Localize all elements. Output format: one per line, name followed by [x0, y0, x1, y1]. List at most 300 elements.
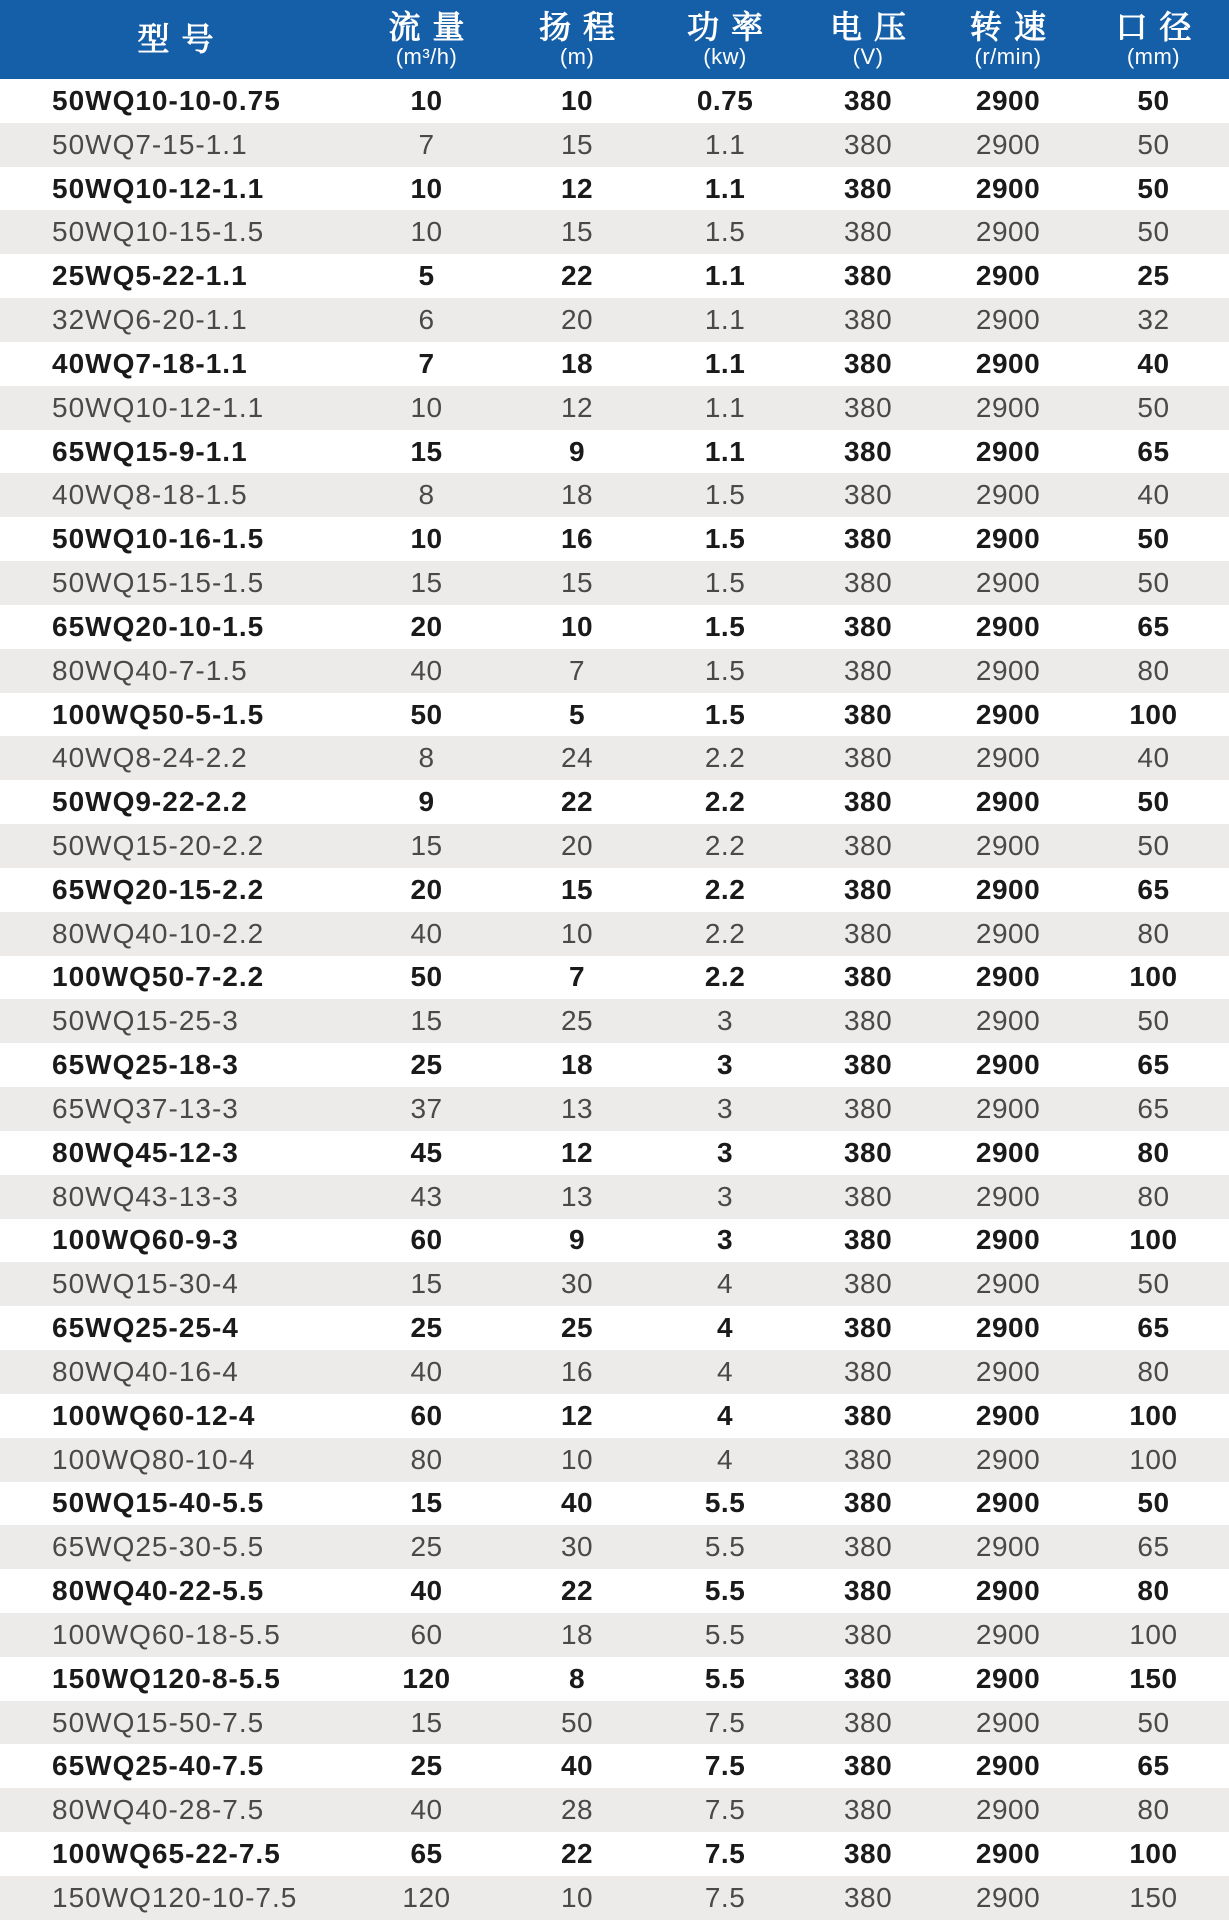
table-row — [0, 123, 1229, 167]
cell-diameter: 50 — [1137, 391, 1170, 423]
cell-head: 22 — [560, 1575, 594, 1607]
cell-flow: 60 — [410, 1399, 443, 1431]
cell-model: 50WQ15-50-7.5 — [52, 1706, 265, 1738]
cell-speed: 2900 — [975, 1268, 1041, 1300]
cell-voltage: 380 — [843, 1355, 893, 1387]
cell-power: 3 — [717, 1005, 734, 1037]
cell-voltage: 380 — [843, 1575, 893, 1607]
cell-power: 1.1 — [704, 172, 746, 204]
cell-diameter: 50 — [1137, 172, 1170, 204]
table-row — [0, 517, 1229, 561]
cell-flow: 8 — [418, 742, 435, 774]
cell-voltage: 380 — [843, 1268, 893, 1300]
table-header-row — [0, 0, 1229, 79]
cell-flow: 20 — [410, 873, 443, 905]
cell-speed: 2900 — [975, 1312, 1041, 1344]
cell-head: 13 — [560, 1092, 594, 1124]
cell-head: 8 — [569, 1662, 586, 1694]
cell-power: 2.2 — [704, 873, 746, 905]
cell-power: 3 — [717, 1224, 734, 1256]
table-row — [0, 956, 1229, 1000]
cell-power: 2.2 — [704, 961, 746, 993]
cell-flow: 9 — [418, 786, 435, 818]
cell-diameter: 40 — [1137, 742, 1170, 774]
cell-head: 18 — [560, 1049, 594, 1081]
cell-voltage: 380 — [843, 1662, 893, 1694]
table-row — [0, 1525, 1229, 1569]
cell-diameter: 80 — [1137, 1794, 1170, 1826]
cell-power: 5.5 — [704, 1575, 746, 1607]
table-body — [0, 79, 1229, 1920]
cell-diameter: 65 — [1137, 1049, 1170, 1081]
table-row — [0, 1043, 1229, 1087]
cell-voltage: 380 — [843, 1092, 893, 1124]
cell-power: 2.2 — [704, 917, 746, 949]
col-header-flow-label: 流量 — [388, 9, 477, 46]
cell-voltage: 380 — [843, 961, 893, 993]
cell-voltage: 380 — [843, 1136, 893, 1168]
cell-power: 7.5 — [704, 1881, 746, 1913]
table-row — [0, 1569, 1229, 1613]
cell-flow: 25 — [410, 1049, 443, 1081]
cell-speed: 2900 — [975, 1531, 1041, 1563]
cell-speed: 2900 — [975, 1092, 1041, 1124]
cell-model: 100WQ80-10-4 — [52, 1443, 256, 1475]
cell-diameter: 80 — [1137, 1575, 1170, 1607]
cell-head: 40 — [560, 1487, 594, 1519]
cell-voltage: 380 — [843, 1487, 893, 1519]
table-row — [0, 1657, 1229, 1701]
cell-diameter: 65 — [1137, 435, 1170, 467]
cell-voltage: 380 — [843, 1794, 893, 1826]
cell-power: 1.1 — [704, 304, 746, 336]
cell-flow: 120 — [402, 1881, 451, 1913]
cell-voltage: 380 — [843, 1618, 893, 1650]
cell-speed: 2900 — [975, 829, 1041, 861]
cell-diameter: 100 — [1129, 1443, 1178, 1475]
cell-diameter: 50 — [1137, 567, 1170, 599]
cell-voltage: 380 — [843, 1312, 893, 1344]
cell-diameter: 80 — [1137, 654, 1170, 686]
cell-diameter: 65 — [1137, 1312, 1170, 1344]
cell-power: 7.5 — [704, 1750, 746, 1782]
cell-speed: 2900 — [975, 1049, 1041, 1081]
cell-power: 1.5 — [704, 698, 746, 730]
cell-head: 20 — [560, 829, 594, 861]
cell-voltage: 380 — [843, 1838, 893, 1870]
cell-model: 50WQ9-22-2.2 — [52, 786, 248, 818]
col-header-diameter-label: 口径 — [1115, 9, 1204, 46]
cell-power: 1.1 — [704, 347, 746, 379]
cell-voltage: 380 — [843, 1443, 893, 1475]
col-header-head-label: 扬程 — [539, 9, 628, 46]
cell-diameter: 100 — [1129, 1618, 1178, 1650]
table-row — [0, 1788, 1229, 1832]
cell-voltage: 380 — [843, 128, 893, 160]
cell-power: 5.5 — [704, 1487, 746, 1519]
cell-speed: 2900 — [975, 260, 1041, 292]
table-row — [0, 561, 1229, 605]
cell-model: 80WQ40-28-7.5 — [52, 1794, 265, 1826]
table-row — [0, 1087, 1229, 1131]
cell-head: 15 — [560, 873, 594, 905]
table-row — [0, 1482, 1229, 1526]
cell-head: 9 — [569, 1224, 586, 1256]
cell-flow: 8 — [418, 479, 435, 511]
cell-speed: 2900 — [975, 1180, 1041, 1212]
cell-head: 7 — [569, 654, 586, 686]
cell-speed: 2900 — [975, 610, 1041, 642]
cell-voltage: 380 — [843, 260, 893, 292]
cell-diameter: 65 — [1137, 610, 1170, 642]
cell-model: 50WQ10-12-1.1 — [52, 172, 265, 204]
cell-speed: 2900 — [975, 917, 1041, 949]
cell-model: 65WQ20-10-1.5 — [52, 610, 265, 642]
cell-power: 4 — [717, 1399, 734, 1431]
cell-model: 32WQ6-20-1.1 — [52, 304, 248, 336]
table-row — [0, 430, 1229, 474]
cell-voltage: 380 — [843, 742, 893, 774]
cell-flow: 10 — [410, 172, 443, 204]
cell-speed: 2900 — [975, 479, 1041, 511]
cell-flow: 6 — [418, 304, 435, 336]
cell-voltage: 380 — [843, 172, 893, 204]
cell-head: 22 — [560, 1838, 594, 1870]
cell-diameter: 50 — [1137, 84, 1170, 116]
cell-head: 12 — [560, 172, 594, 204]
col-header-voltage — [798, 0, 938, 79]
cell-flow: 40 — [410, 1355, 443, 1387]
cell-head: 12 — [560, 391, 594, 423]
cell-flow: 80 — [410, 1443, 443, 1475]
cell-power: 1.5 — [704, 523, 746, 555]
col-header-power — [652, 0, 798, 79]
cell-head: 15 — [560, 567, 594, 599]
cell-head: 10 — [560, 917, 594, 949]
table-row — [0, 79, 1229, 123]
cell-speed: 2900 — [975, 1487, 1041, 1519]
cell-flow: 10 — [410, 391, 443, 423]
cell-model: 65WQ25-30-5.5 — [52, 1531, 265, 1563]
cell-diameter: 50 — [1137, 216, 1170, 248]
cell-speed: 2900 — [975, 347, 1041, 379]
cell-speed: 2900 — [975, 742, 1041, 774]
cell-diameter: 80 — [1137, 917, 1170, 949]
cell-power: 1.1 — [704, 128, 746, 160]
cell-model: 65WQ37-13-3 — [52, 1092, 239, 1124]
cell-head: 10 — [560, 1443, 594, 1475]
cell-model: 65WQ25-25-4 — [52, 1312, 239, 1344]
table-row — [0, 999, 1229, 1043]
cell-power: 5.5 — [704, 1662, 746, 1694]
cell-flow: 5 — [418, 260, 435, 292]
cell-flow: 40 — [410, 1794, 443, 1826]
cell-speed: 2900 — [975, 1005, 1041, 1037]
col-header-head — [502, 0, 652, 79]
table-row — [0, 1219, 1229, 1263]
cell-power: 5.5 — [704, 1618, 746, 1650]
cell-flow: 15 — [410, 1268, 443, 1300]
table-row — [0, 649, 1229, 693]
cell-diameter: 100 — [1129, 1838, 1178, 1870]
cell-voltage: 380 — [843, 1005, 893, 1037]
cell-diameter: 50 — [1137, 1706, 1170, 1738]
cell-voltage: 380 — [843, 435, 893, 467]
table-row — [0, 1394, 1229, 1438]
cell-diameter: 100 — [1129, 1399, 1178, 1431]
col-header-speed-label: 转速 — [970, 9, 1059, 46]
cell-model: 50WQ15-15-1.5 — [52, 567, 265, 599]
table-row — [0, 780, 1229, 824]
cell-voltage: 380 — [843, 1531, 893, 1563]
cell-voltage: 380 — [843, 1224, 893, 1256]
cell-speed: 2900 — [975, 84, 1041, 116]
cell-flow: 40 — [410, 654, 443, 686]
cell-flow: 65 — [410, 1838, 443, 1870]
cell-diameter: 50 — [1137, 786, 1170, 818]
cell-head: 10 — [560, 84, 594, 116]
cell-speed: 2900 — [975, 1794, 1041, 1826]
cell-diameter: 80 — [1137, 1355, 1170, 1387]
col-header-speed — [938, 0, 1078, 79]
col-header-flow — [351, 0, 502, 79]
cell-power: 1.1 — [704, 435, 746, 467]
table-row — [0, 1350, 1229, 1394]
cell-voltage: 380 — [843, 304, 893, 336]
cell-model: 50WQ10-16-1.5 — [52, 523, 265, 555]
cell-voltage: 380 — [843, 567, 893, 599]
col-header-power-unit: (kw) — [703, 43, 747, 69]
cell-flow: 40 — [410, 1575, 443, 1607]
cell-speed: 2900 — [975, 873, 1041, 905]
cell-model: 100WQ50-5-1.5 — [52, 698, 265, 730]
cell-diameter: 65 — [1137, 873, 1170, 905]
cell-flow: 7 — [418, 128, 435, 160]
table-row — [0, 824, 1229, 868]
cell-diameter: 100 — [1129, 961, 1178, 993]
col-header-head-unit: (m) — [559, 43, 595, 69]
cell-head: 22 — [560, 786, 594, 818]
table-row — [0, 254, 1229, 298]
cell-flow: 25 — [410, 1750, 443, 1782]
cell-voltage: 380 — [843, 873, 893, 905]
cell-head: 18 — [560, 347, 594, 379]
table-row — [0, 1876, 1229, 1920]
cell-power: 1.5 — [704, 567, 746, 599]
cell-model: 65WQ25-40-7.5 — [52, 1750, 265, 1782]
cell-power: 4 — [717, 1355, 734, 1387]
cell-diameter: 65 — [1137, 1092, 1170, 1124]
col-header-model — [0, 0, 351, 79]
cell-speed: 2900 — [975, 698, 1041, 730]
cell-flow: 60 — [410, 1224, 443, 1256]
cell-power: 3 — [717, 1180, 734, 1212]
cell-speed: 2900 — [975, 1443, 1041, 1475]
cell-power: 1.5 — [704, 654, 746, 686]
cell-model: 40WQ7-18-1.1 — [52, 347, 248, 379]
cell-model: 100WQ60-9-3 — [52, 1224, 239, 1256]
cell-flow: 15 — [410, 1706, 443, 1738]
table-row — [0, 1131, 1229, 1175]
cell-head: 30 — [560, 1268, 594, 1300]
table-row — [0, 298, 1229, 342]
cell-model: 50WQ15-25-3 — [52, 1005, 239, 1037]
cell-diameter: 65 — [1137, 1750, 1170, 1782]
table-row — [0, 605, 1229, 649]
cell-flow: 43 — [410, 1180, 443, 1212]
table-row — [0, 1701, 1229, 1745]
cell-voltage: 380 — [843, 786, 893, 818]
table-row — [0, 342, 1229, 386]
table-row — [0, 386, 1229, 430]
cell-power: 5.5 — [704, 1531, 746, 1563]
cell-voltage: 380 — [843, 347, 893, 379]
cell-head: 16 — [560, 1355, 594, 1387]
cell-diameter: 150 — [1129, 1662, 1178, 1694]
cell-power: 2.2 — [704, 829, 746, 861]
cell-model: 50WQ10-15-1.5 — [52, 216, 265, 248]
table-row — [0, 736, 1229, 780]
cell-model: 80WQ40-16-4 — [52, 1355, 239, 1387]
cell-model: 100WQ60-12-4 — [52, 1399, 256, 1431]
cell-head: 18 — [560, 479, 594, 511]
cell-model: 50WQ10-12-1.1 — [52, 391, 265, 423]
cell-voltage: 380 — [843, 610, 893, 642]
cell-model: 50WQ15-30-4 — [52, 1268, 239, 1300]
cell-voltage: 380 — [843, 523, 893, 555]
cell-head: 5 — [569, 698, 586, 730]
cell-flow: 20 — [410, 610, 443, 642]
table-row — [0, 1306, 1229, 1350]
cell-voltage: 380 — [843, 917, 893, 949]
cell-power: 4 — [717, 1268, 734, 1300]
cell-power: 7.5 — [704, 1706, 746, 1738]
cell-diameter: 40 — [1137, 479, 1170, 511]
cell-power: 7.5 — [704, 1794, 746, 1826]
cell-head: 25 — [560, 1312, 594, 1344]
cell-speed: 2900 — [975, 1575, 1041, 1607]
cell-model: 80WQ45-12-3 — [52, 1136, 239, 1168]
cell-head: 18 — [560, 1618, 594, 1650]
col-header-voltage-label: 电压 — [830, 9, 919, 46]
col-header-flow-unit: (m³/h) — [395, 43, 458, 69]
cell-speed: 2900 — [975, 567, 1041, 599]
cell-diameter: 32 — [1137, 304, 1170, 336]
cell-model: 80WQ40-10-2.2 — [52, 917, 265, 949]
table-row — [0, 210, 1229, 254]
cell-voltage: 380 — [843, 1399, 893, 1431]
cell-diameter: 50 — [1137, 1487, 1170, 1519]
cell-flow: 15 — [410, 829, 443, 861]
table-row — [0, 868, 1229, 912]
col-header-power-label: 功率 — [687, 9, 776, 46]
cell-model: 40WQ8-18-1.5 — [52, 479, 248, 511]
table-row — [0, 1613, 1229, 1657]
cell-flow: 45 — [410, 1136, 443, 1168]
cell-speed: 2900 — [975, 1662, 1041, 1694]
cell-voltage: 380 — [843, 1881, 893, 1913]
cell-voltage: 380 — [843, 391, 893, 423]
cell-flow: 40 — [410, 917, 443, 949]
cell-head: 40 — [560, 1750, 594, 1782]
cell-diameter: 50 — [1137, 128, 1170, 160]
cell-flow: 60 — [410, 1618, 443, 1650]
cell-head: 10 — [560, 610, 594, 642]
cell-model: 50WQ10-10-0.75 — [52, 84, 281, 116]
cell-power: 3 — [717, 1136, 734, 1168]
cell-voltage: 380 — [843, 829, 893, 861]
cell-flow: 10 — [410, 216, 443, 248]
cell-model: 65WQ15-9-1.1 — [52, 435, 248, 467]
cell-speed: 2900 — [975, 304, 1041, 336]
cell-power: 3 — [717, 1092, 734, 1124]
cell-flow: 50 — [410, 961, 443, 993]
col-header-diameter-unit: (mm) — [1126, 43, 1181, 69]
cell-model: 100WQ60-18-5.5 — [52, 1618, 281, 1650]
table-row — [0, 473, 1229, 517]
cell-power: 0.75 — [696, 84, 754, 116]
cell-speed: 2900 — [975, 1355, 1041, 1387]
cell-voltage: 380 — [843, 216, 893, 248]
cell-power: 4 — [717, 1443, 734, 1475]
cell-voltage: 380 — [843, 1706, 893, 1738]
cell-speed: 2900 — [975, 128, 1041, 160]
cell-power: 1.5 — [704, 216, 746, 248]
cell-power: 1.5 — [704, 610, 746, 642]
cell-head: 12 — [560, 1136, 594, 1168]
cell-speed: 2900 — [975, 1881, 1041, 1913]
cell-voltage: 380 — [843, 1180, 893, 1212]
cell-power: 2.2 — [704, 786, 746, 818]
cell-head: 7 — [569, 961, 586, 993]
table-row — [0, 1262, 1229, 1306]
cell-flow: 15 — [410, 567, 443, 599]
cell-power: 1.1 — [704, 260, 746, 292]
cell-head: 25 — [560, 1005, 594, 1037]
col-header-model-label: 型号 — [137, 21, 226, 58]
table-row — [0, 912, 1229, 956]
col-header-speed-unit: (r/min) — [974, 43, 1042, 69]
cell-flow: 10 — [410, 84, 443, 116]
cell-model: 100WQ65-22-7.5 — [52, 1838, 281, 1870]
cell-speed: 2900 — [975, 172, 1041, 204]
cell-model: 150WQ120-10-7.5 — [52, 1881, 298, 1913]
cell-head: 12 — [560, 1399, 594, 1431]
cell-flow: 25 — [410, 1531, 443, 1563]
cell-speed: 2900 — [975, 1750, 1041, 1782]
cell-diameter: 80 — [1137, 1136, 1170, 1168]
cell-model: 50WQ15-40-5.5 — [52, 1487, 265, 1519]
table-row — [0, 1744, 1229, 1788]
cell-head: 50 — [560, 1706, 594, 1738]
cell-speed: 2900 — [975, 1618, 1041, 1650]
cell-head: 15 — [560, 216, 594, 248]
cell-flow: 15 — [410, 435, 443, 467]
cell-flow: 37 — [410, 1092, 443, 1124]
cell-diameter: 150 — [1129, 1881, 1178, 1913]
cell-power: 3 — [717, 1049, 734, 1081]
cell-speed: 2900 — [975, 654, 1041, 686]
cell-power: 7.5 — [704, 1838, 746, 1870]
cell-speed: 2900 — [975, 1136, 1041, 1168]
cell-diameter: 80 — [1137, 1180, 1170, 1212]
cell-flow: 7 — [418, 347, 435, 379]
cell-diameter: 65 — [1137, 1531, 1170, 1563]
cell-head: 30 — [560, 1531, 594, 1563]
cell-speed: 2900 — [975, 391, 1041, 423]
cell-voltage: 380 — [843, 479, 893, 511]
table-row — [0, 167, 1229, 211]
